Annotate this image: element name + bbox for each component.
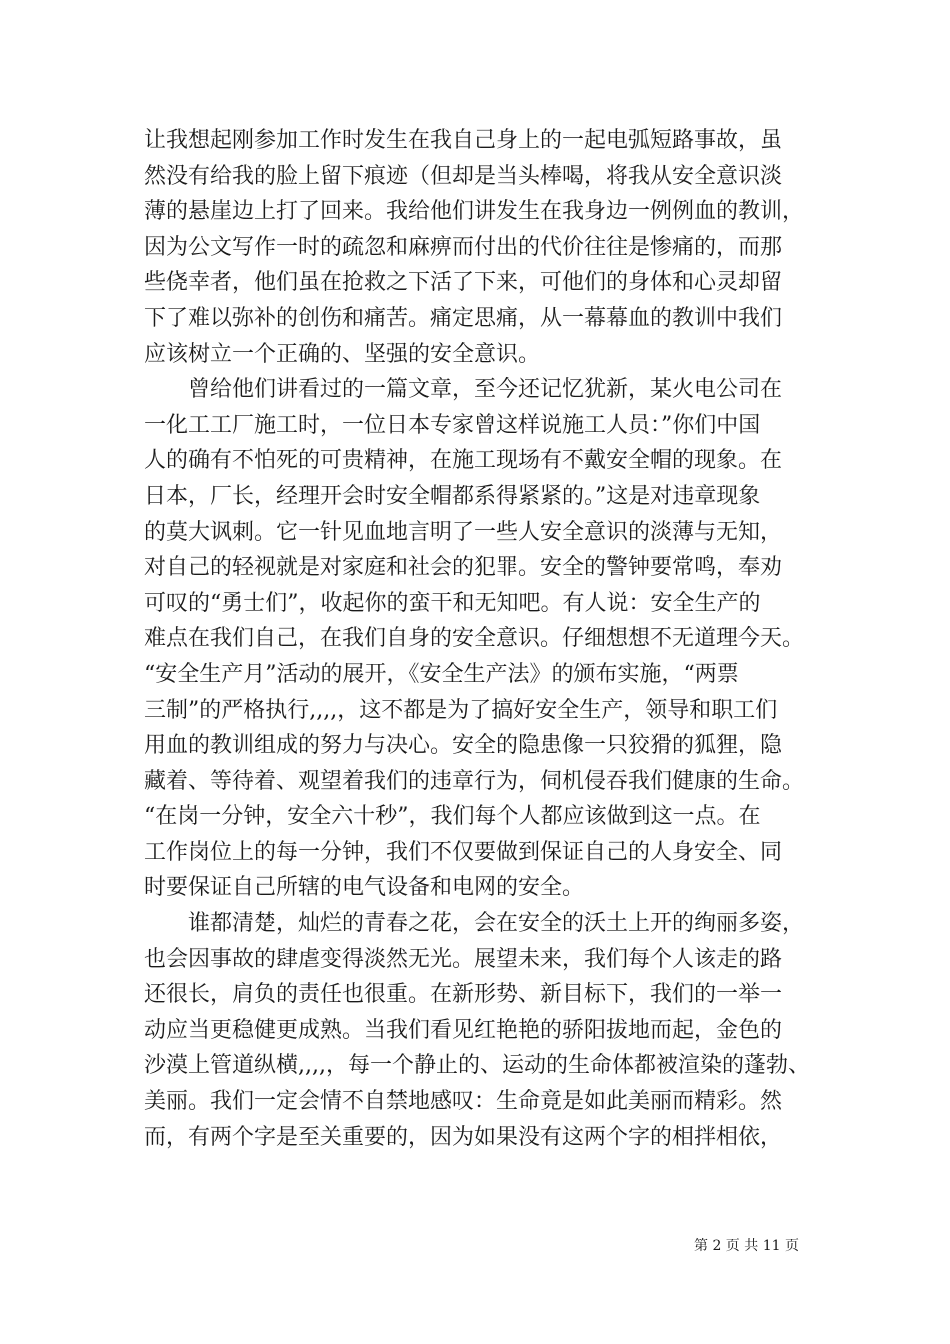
text-line: 用血的教训组成的努力与决心。安全的隐患像一只狡猾的狐狸，隐 (144, 733, 783, 759)
text-line: 让我想起刚参加工作时发生在我自己身上的一起电弧短路事故，虽 (144, 128, 783, 153)
page-number: 第 2 页 共 11 页 (694, 1238, 799, 1254)
text-line: 应该树立一个正确的、坚强的安全意识。 (144, 341, 541, 367)
text-line: 对自己的轻视就是对家庭和社会的犯罪。安全的警钟要常鸣，奉劝 (144, 555, 783, 581)
text-line: 也会因事故的肆虐变得淡然无光。展望未来，我们每个人该走的路 (144, 946, 783, 972)
document-body (144, 123, 834, 1155)
text-line: 曾给他们讲看过的一篇文章，至今还记忆犹新，某火电公司在 (188, 377, 783, 403)
text-line: 美丽。我们一定会情不自禁地感叹：生命竟是如此美丽而精彩。然 (144, 1089, 783, 1115)
text-line: 动应当更稳健更成熟。当我们看见红艳艳的骄阳拔地而起，金色的 (144, 1017, 783, 1043)
text-line: 一化工工厂施工时，一位日本专家曾这样说施工人员：”你们中国 (144, 412, 761, 438)
text-line: 工作岗位上的每一分钟，我们不仅要做到保证自己的人身安全、同 (144, 839, 783, 865)
text-line: 日本，厂长，经理开会时安全帽都系得紧紧的。”这是对违章现象 (144, 483, 761, 509)
text-line: 还很长，肩负的责任也很重。在新形势、新目标下，我们的一举一 (144, 982, 783, 1008)
text-line: “安全生产月”活动的展开，《安全生产法》的颁布实施，“两票 (144, 661, 739, 687)
text-line: 薄的悬崖边上打了回来。我给他们讲发生在我身边一例例血的教训， (144, 199, 805, 225)
text-line: 藏着、等待着、观望着我们的违章行为，伺机侵吞我们健康的生命。 (144, 768, 805, 794)
text-line: 下了难以弥补的创伤和痛苦。痛定思痛，从一幕幕血的教训中我们 (144, 305, 783, 331)
text-line: “在岗一分钟，安全六十秒”，我们每个人都应该做到这一点。在 (144, 804, 761, 830)
text-line: 难点在我们自己，在我们自身的安全意识。仔细想想不无道理今天。 (144, 626, 805, 652)
text-line: 然没有给我的脸上留下痕迹（但却是当头棒喝，将我从安全意识淡 (144, 163, 783, 189)
text-line: 人的确有不怕死的可贵精神，在施工现场有不戴安全帽的现象。在 (144, 448, 783, 474)
text-line: 些侥幸者，他们虽在抢救之下活了下来，可他们的身体和心灵却留 (144, 270, 783, 296)
text-line: 时要保证自己所辖的电气设备和电网的安全。 (144, 875, 585, 901)
paragraph (144, 123, 834, 372)
text-line: 因为公文写作一时的疏忽和麻痹而付出的代价往往是惨痛的，而那 (144, 234, 783, 260)
text-line: 三制”的严格执行,,,,，这不都是为了搞好安全生产，领导和职工们 (144, 697, 778, 723)
paragraph (144, 906, 834, 1155)
paragraph (144, 372, 834, 906)
text-line: 可叹的“勇士们”，收起你的蛮干和无知吧。有人说：安全生产的 (144, 590, 761, 616)
text-line: 沙漠上管道纵横,,,,，每一个静止的、运动的生命体都被渲染的蓬勃、 (144, 1053, 810, 1079)
text-line: 而，有两个字是至关重要的，因为如果没有这两个字的相拌相依， (144, 1124, 783, 1150)
text-line: 谁都清楚，灿烂的青春之花，会在安全的沃土上开的绚丽多姿， (188, 911, 805, 937)
text-line: 的莫大讽刺。它一针见血地言明了一些人安全意识的淡薄与无知， (144, 519, 783, 545)
